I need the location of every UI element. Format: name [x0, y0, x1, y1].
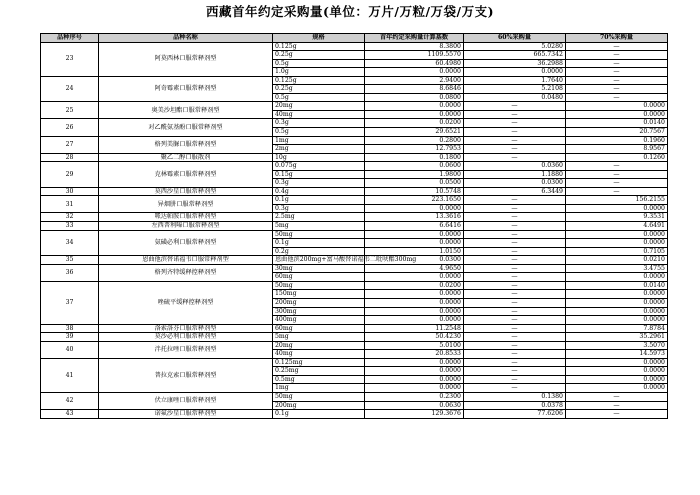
cell-spec: 0.1g [273, 196, 365, 205]
cell-spec: 0.125g [273, 42, 365, 51]
cell-spec: 1mg [273, 384, 365, 393]
cell-spec: 0.125mg [273, 358, 365, 367]
cell-70-percent: 0.0000 [566, 110, 668, 119]
cell-item-no: 41 [41, 358, 99, 392]
cell-70-percent: — [566, 170, 668, 179]
cell-spec: 0.3g [273, 119, 365, 128]
cell-70-percent: 20.7567 [566, 128, 668, 137]
cell-drug-name: 普拉克索口服常释剂型 [99, 358, 273, 392]
cell-70-percent: — [566, 187, 668, 196]
cell-spec: 300mg [273, 307, 365, 316]
cell-spec: 5mg [273, 222, 365, 231]
cell-drug-name: 格列齐特缓释控释剂型 [99, 264, 273, 281]
table-row [41, 333, 668, 342]
cell-70-percent: 7.8784 [566, 324, 668, 333]
cell-70-percent: 0.0000 [566, 307, 668, 316]
cell-70-percent: 0.0140 [566, 281, 668, 290]
cell-item-no: 28 [41, 153, 99, 162]
cell-60-percent: 0.0360 [464, 162, 566, 171]
cell-60-percent: — [464, 247, 566, 256]
cell-spec: 60mg [273, 273, 365, 282]
cell-60-percent: — [464, 222, 566, 231]
cell-60-percent: 1.7640 [464, 76, 566, 85]
cell-base-quantity: 0.2800 [365, 136, 464, 145]
cell-60-percent: — [464, 196, 566, 205]
cell-60-percent: 0.0480 [464, 93, 566, 102]
cell-60-percent: 5.2108 [464, 85, 566, 94]
cell-drug-name: 阿奇霉素口服常释剂型 [99, 76, 273, 102]
cell-drug-name: 恩曲他滨替诺福韦口服常释剂型 [99, 256, 273, 265]
cell-70-percent: — [566, 42, 668, 51]
cell-70-percent: 156.2155 [566, 196, 668, 205]
cell-base-quantity: 4.9650 [365, 264, 464, 273]
cell-70-percent: 0.0000 [566, 273, 668, 282]
cell-70-percent: 0.0000 [566, 102, 668, 111]
cell-60-percent: — [464, 307, 566, 316]
cell-base-quantity: 0.0600 [365, 162, 464, 171]
cell-70-percent: 0.0000 [566, 204, 668, 213]
cell-item-no: 40 [41, 341, 99, 358]
cell-base-quantity: 2.9400 [365, 76, 464, 85]
cell-base-quantity: 0.0000 [365, 298, 464, 307]
page-title: 西藏首年约定采购量(单位：万片/万粒/万袋/万支) [205, 4, 495, 19]
cell-spec: 0.1g [273, 410, 365, 419]
cell-spec: 0.25g [273, 51, 365, 60]
table-row [41, 196, 668, 205]
cell-70-percent: 0.0000 [566, 384, 668, 393]
cell-70-percent: — [566, 162, 668, 171]
table-row [41, 264, 668, 273]
cell-base-quantity: 0.0500 [365, 179, 464, 188]
cell-spec: 恩曲他滨200mg+富马酸替诺福韦二吡呋酯300mg [273, 256, 365, 265]
cell-base-quantity: 0.0200 [365, 119, 464, 128]
table-row [41, 102, 668, 111]
cell-base-quantity: 0.1800 [365, 153, 464, 162]
cell-base-quantity: 60.4980 [365, 59, 464, 68]
cell-70-percent: — [566, 401, 668, 410]
cell-base-quantity: 0.0000 [365, 68, 464, 77]
cell-70-percent: 0.0000 [566, 316, 668, 325]
cell-spec: 0.2g [273, 247, 365, 256]
cell-60-percent: 5.0280 [464, 42, 566, 51]
cell-drug-name: 对乙酰氨基酚口服常释剂型 [99, 119, 273, 136]
table-row [41, 358, 668, 367]
cell-spec: 0.5g [273, 93, 365, 102]
table-row [41, 42, 668, 51]
cell-60-percent: — [464, 384, 566, 393]
cell-base-quantity: 0.0200 [365, 281, 464, 290]
cell-70-percent: 35.2961 [566, 333, 668, 342]
cell-base-quantity: 12.7953 [365, 145, 464, 154]
table-row [41, 256, 668, 265]
cell-base-quantity: 0.0000 [365, 307, 464, 316]
cell-70-percent: 8.9567 [566, 145, 668, 154]
cell-60-percent: — [464, 281, 566, 290]
cell-spec: 150mg [273, 290, 365, 299]
cell-60-percent: — [464, 136, 566, 145]
cell-spec: 2mg [273, 145, 365, 154]
cell-base-quantity: 223.1650 [365, 196, 464, 205]
cell-base-quantity: 0.0000 [365, 316, 464, 325]
cell-60-percent: — [464, 145, 566, 154]
cell-item-no: 42 [41, 392, 99, 409]
cell-spec: 50mg [273, 392, 365, 401]
cell-drug-name: 洛索洛芬口服常释剂型 [99, 324, 273, 333]
cell-70-percent: — [566, 76, 668, 85]
table-row [41, 187, 668, 196]
cell-60-percent: — [464, 110, 566, 119]
cell-spec: 2.5mg [273, 213, 365, 222]
cell-item-no: 37 [41, 281, 99, 324]
cell-60-percent: — [464, 204, 566, 213]
cell-70-percent: 0.0210 [566, 256, 668, 265]
cell-60-percent: 6.3449 [464, 187, 566, 196]
cell-60-percent: 0.1380 [464, 392, 566, 401]
cell-item-no: 26 [41, 119, 99, 136]
column-header-60: 60%采购量 [464, 34, 566, 43]
cell-spec: 0.3g [273, 204, 365, 213]
cell-60-percent: — [464, 375, 566, 384]
cell-spec: 0.5g [273, 128, 365, 137]
cell-60-percent: — [464, 333, 566, 342]
table-body [41, 42, 668, 418]
cell-70-percent: 0.0000 [566, 298, 668, 307]
cell-70-percent: 0.0000 [566, 367, 668, 376]
cell-base-quantity: 0.0000 [365, 239, 464, 248]
cell-70-percent: 0.0000 [566, 358, 668, 367]
cell-base-quantity: 11.2548 [365, 324, 464, 333]
cell-base-quantity: 1109.5570 [365, 51, 464, 60]
cell-item-no: 36 [41, 264, 99, 281]
cell-item-no: 38 [41, 324, 99, 333]
cell-70-percent: 4.6491 [566, 222, 668, 231]
cell-base-quantity: 20.8533 [365, 350, 464, 359]
cell-spec: 1mg [273, 136, 365, 145]
cell-spec: 200mg [273, 401, 365, 410]
cell-60-percent: — [464, 256, 566, 265]
cell-spec: 0.5mg [273, 375, 365, 384]
cell-60-percent: — [464, 239, 566, 248]
cell-base-quantity: 10.5748 [365, 187, 464, 196]
table-row [41, 136, 668, 145]
cell-drug-name: 阿莫西林口服常释剂型 [99, 42, 273, 76]
table-row [41, 324, 668, 333]
cell-60-percent: — [464, 298, 566, 307]
table-row [41, 213, 668, 222]
cell-spec: 50mg [273, 281, 365, 290]
cell-drug-name: 克林霉素口服常释剂型 [99, 162, 273, 188]
cell-item-no: 39 [41, 333, 99, 342]
cell-base-quantity: 0.0300 [365, 256, 464, 265]
cell-spec: 0.4g [273, 187, 365, 196]
cell-60-percent: 1.1880 [464, 170, 566, 179]
cell-drug-name: 异烟肼口服常释剂型 [99, 196, 273, 213]
cell-70-percent: 0.1260 [566, 153, 668, 162]
cell-spec: 0.5g [273, 59, 365, 68]
cell-70-percent: — [566, 179, 668, 188]
table-row [41, 76, 668, 85]
cell-70-percent: 0.0000 [566, 375, 668, 384]
cell-base-quantity: 0.0000 [365, 273, 464, 282]
cell-drug-name: 诺氟沙星口服常释剂型 [99, 410, 273, 419]
cell-base-quantity: 8.6846 [365, 85, 464, 94]
cell-base-quantity: 1.9800 [365, 170, 464, 179]
table-row [41, 230, 668, 239]
table-row [41, 153, 668, 162]
cell-70-percent: — [566, 410, 668, 419]
cell-item-no: 33 [41, 222, 99, 231]
column-header-70: 70%采购量 [566, 34, 668, 43]
cell-70-percent: 0.1960 [566, 136, 668, 145]
cell-60-percent: — [464, 230, 566, 239]
cell-item-no: 31 [41, 196, 99, 213]
cell-70-percent: 0.0140 [566, 119, 668, 128]
table-row [41, 119, 668, 128]
cell-60-percent: — [464, 341, 566, 350]
cell-spec: 400mg [273, 316, 365, 325]
cell-drug-name: 聚乙二醇口服散剂 [99, 153, 273, 162]
cell-base-quantity: 29.6521 [365, 128, 464, 137]
cell-spec: 200mg [273, 298, 365, 307]
cell-base-quantity: 0.0000 [365, 358, 464, 367]
cell-60-percent: — [464, 153, 566, 162]
cell-spec: 40mg [273, 350, 365, 359]
cell-60-percent: — [464, 264, 566, 273]
cell-60-percent: 665.7342 [464, 51, 566, 60]
cell-base-quantity: 6.6416 [365, 222, 464, 231]
cell-70-percent: 0.0000 [566, 290, 668, 299]
cell-spec: 20mg [273, 341, 365, 350]
cell-spec: 20mg [273, 102, 365, 111]
cell-base-quantity: 13.3616 [365, 213, 464, 222]
cell-drug-name: 氨磺必利口服常释剂型 [99, 230, 273, 256]
cell-drug-name: 左西普利嗪口服常释剂型 [99, 222, 273, 231]
cell-item-no: 43 [41, 410, 99, 419]
table-row [41, 410, 668, 419]
cell-60-percent: — [464, 358, 566, 367]
table-row [41, 392, 668, 401]
cell-70-percent: — [566, 392, 668, 401]
cell-70-percent: 0.0000 [566, 239, 668, 248]
table-row [41, 341, 668, 350]
cell-item-no: 34 [41, 230, 99, 256]
table-row [41, 281, 668, 290]
cell-base-quantity: 5.0100 [365, 341, 464, 350]
cell-base-quantity: 0.0800 [365, 93, 464, 102]
column-header-spec: 规格 [273, 34, 365, 43]
cell-70-percent: — [566, 93, 668, 102]
cell-item-no: 32 [41, 213, 99, 222]
cell-item-no: 29 [41, 162, 99, 188]
table-row [41, 162, 668, 171]
column-header-no: 品种序号 [41, 34, 99, 43]
cell-60-percent: 77.6206 [464, 410, 566, 419]
cell-60-percent: — [464, 119, 566, 128]
cell-60-percent: — [464, 290, 566, 299]
cell-base-quantity: 0.0000 [365, 230, 464, 239]
cell-drug-name: 哌达帕胺口服常释剂型 [99, 213, 273, 222]
cell-60-percent: — [464, 128, 566, 137]
cell-drug-name: 唑硫平缓释控释剂型 [99, 281, 273, 324]
cell-item-no: 30 [41, 187, 99, 196]
cell-base-quantity: 129.3676 [365, 410, 464, 419]
cell-drug-name: 格列美脲口服常释剂型 [99, 136, 273, 153]
cell-drug-name: 莫西沙星口服常释剂型 [99, 187, 273, 196]
cell-70-percent: 14.5973 [566, 350, 668, 359]
cell-drug-name: 奥美沙坦酯口服常释剂型 [99, 102, 273, 119]
cell-60-percent: — [464, 273, 566, 282]
table-header-row [41, 34, 668, 43]
cell-spec: 0.125g [273, 76, 365, 85]
cell-70-percent: 9.3531 [566, 213, 668, 222]
cell-base-quantity: 8.3800 [365, 42, 464, 51]
cell-60-percent: — [464, 102, 566, 111]
cell-60-percent: — [464, 350, 566, 359]
cell-drug-name: 泮托拉唑口服常释剂型 [99, 341, 273, 358]
cell-70-percent: — [566, 51, 668, 60]
cell-60-percent: — [464, 367, 566, 376]
cell-base-quantity: 0.0000 [365, 384, 464, 393]
cell-spec: 60mg [273, 324, 365, 333]
table-row [41, 222, 668, 231]
cell-drug-name: 伏立康唑口服常释剂型 [99, 392, 273, 409]
cell-item-no: 24 [41, 76, 99, 102]
cell-70-percent: 0.7105 [566, 247, 668, 256]
cell-spec: 1.0g [273, 68, 365, 77]
column-header-base: 首年约定采购量计算基数 [365, 34, 464, 43]
cell-70-percent: — [566, 59, 668, 68]
cell-spec: 40mg [273, 110, 365, 119]
cell-base-quantity: 0.0630 [365, 401, 464, 410]
cell-base-quantity: 50.4230 [365, 333, 464, 342]
cell-base-quantity: 0.0000 [365, 290, 464, 299]
cell-70-percent: 0.0000 [566, 230, 668, 239]
cell-spec: 0.1g [273, 239, 365, 248]
cell-70-percent: 3.5070 [566, 341, 668, 350]
cell-base-quantity: 0.0000 [365, 102, 464, 111]
cell-base-quantity: 0.0000 [365, 204, 464, 213]
cell-60-percent: 0.0300 [464, 179, 566, 188]
procurement-table [40, 33, 668, 419]
cell-base-quantity: 0.0000 [365, 110, 464, 119]
cell-spec: 0.25g [273, 85, 365, 94]
cell-70-percent: — [566, 68, 668, 77]
cell-base-quantity: 0.0000 [365, 375, 464, 384]
cell-60-percent: 36.2988 [464, 59, 566, 68]
column-header-name: 品种名称 [99, 34, 273, 43]
cell-60-percent: 0.0378 [464, 401, 566, 410]
cell-spec: 30mg [273, 264, 365, 273]
cell-60-percent: — [464, 324, 566, 333]
cell-60-percent: 0.0000 [464, 68, 566, 77]
cell-spec: 50mg [273, 230, 365, 239]
cell-60-percent: — [464, 213, 566, 222]
cell-item-no: 23 [41, 42, 99, 76]
cell-spec: 0.075g [273, 162, 365, 171]
cell-70-percent: 3.4755 [566, 264, 668, 273]
cell-60-percent: — [464, 316, 566, 325]
cell-base-quantity: 0.2300 [365, 392, 464, 401]
cell-70-percent: — [566, 85, 668, 94]
cell-spec: 0.25mg [273, 367, 365, 376]
cell-item-no: 25 [41, 102, 99, 119]
cell-drug-name: 莫沙必利口服常释剂型 [99, 333, 273, 342]
cell-spec: 5mg [273, 333, 365, 342]
cell-item-no: 27 [41, 136, 99, 153]
cell-spec: 0.3g [273, 179, 365, 188]
cell-base-quantity: 1.0150 [365, 247, 464, 256]
cell-spec: 0.15g [273, 170, 365, 179]
cell-item-no: 35 [41, 256, 99, 265]
cell-spec: 10g [273, 153, 365, 162]
cell-base-quantity: 0.0000 [365, 367, 464, 376]
